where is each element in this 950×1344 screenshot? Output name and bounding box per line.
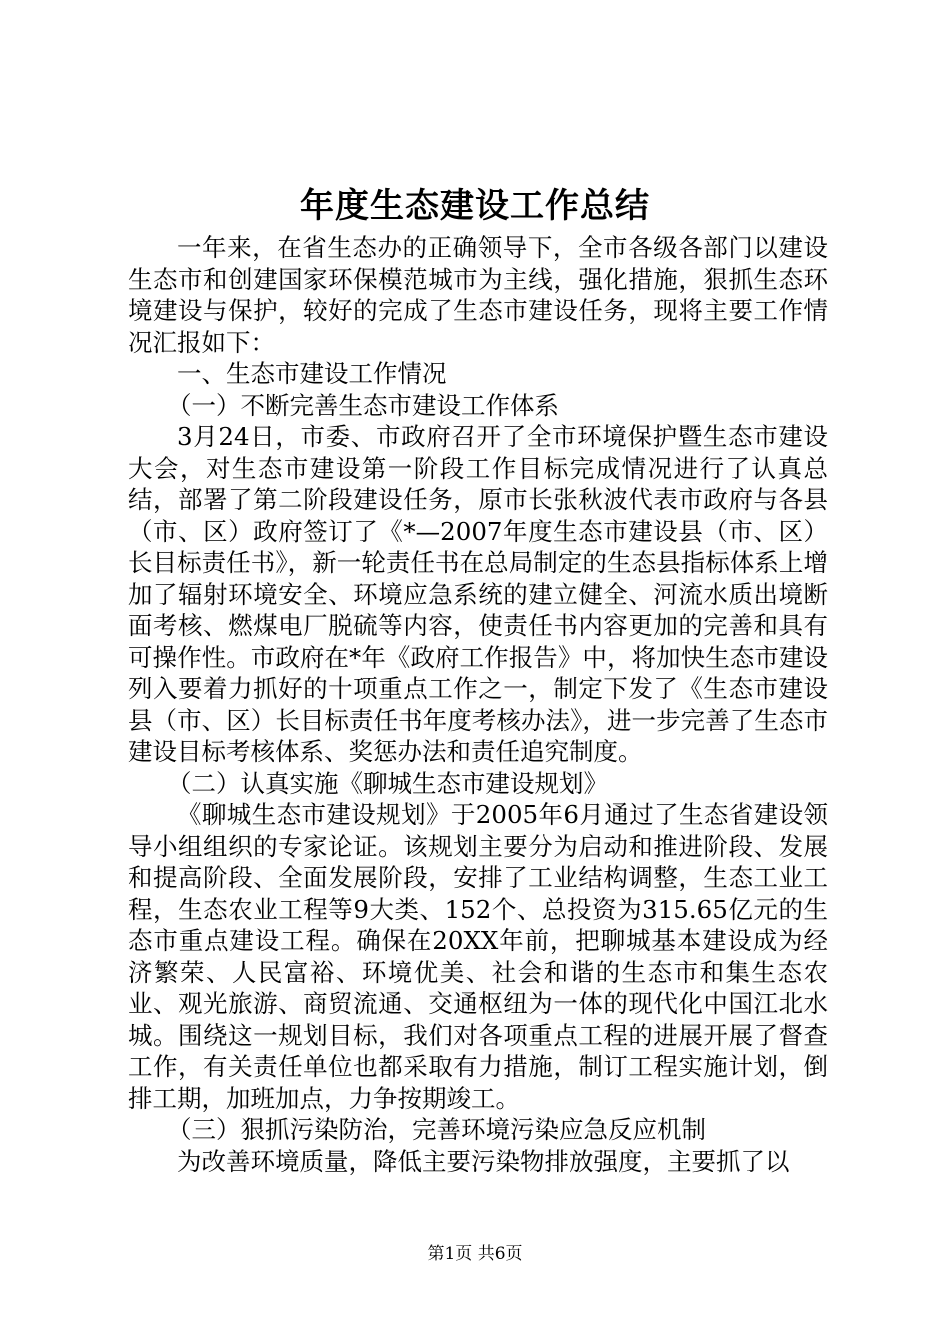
- subsection-heading: （一）不断完善生态市建设工作体系: [167, 390, 559, 420]
- body-paragraph: 《聊城生态市建设规划》于2005年6月通过了生态省建设领导小组组织的专家论证。该规划主要分为启动和推进阶段、发展和提高阶段、全面发展阶段，安排了工业结构调整，生态工业工程，生态农业工程等9大类、152个、总投资为315.65亿元的生态市重点建设工程。确保在20XX年前，把聊城基本建设成为经济繁荣、人民富裕、环境优美、社会和谐的生态市和集生态农业、观光旅游、商贸流通、交通枢纽为一体的现代化中国江北水城。围绕这一规划目标，我们对各项重点工程的进展开展了督查工作，有关责任单位也都采取有力措施，制订工程实施计划，倒排工期，加班加点，力争按期竣工。: [128, 800, 828, 1113]
- subsection-heading: （三）狠抓污染防治，完善环境污染应急反应机制: [167, 1115, 706, 1144]
- body-paragraph: 3月24日，市委、市政府召开了全市环境保护暨生态市建设大会，对生态市建设第一阶段工作目标完成情况进行了认真总结，部署了第二阶段建设任务，原市长张秋波代表市政府与各县（市、区）政府签订了《*—2007年度生态市建设县（市、区）长目标责任书》，新一轮责任书在总局制定的生态县指标体系上增加了辐射环境安全、环境应急系统的建立健全、河流水质出境断面考核、燃煤电厂脱硫等内容，使责任书内容更加的完善和具有可操作性。市政府在*年《政府工作报告》中，将加快生态市建设列入要着力抓好的十项重点工作之一，制定下发了《生态市建设县（市、区）长目标责任书年度考核办法》，进一步完善了生态市建设目标考核体系、奖惩办法和责任追究制度。: [128, 422, 828, 766]
- section-heading: 一、生态市建设工作情况: [177, 359, 447, 388]
- page-footer: 第1页 共6页: [427, 1244, 523, 1264]
- subsection-heading: （二）认真实施《聊城生态市建设规划》: [167, 768, 608, 798]
- page-title: 年度生态建设工作总结: [300, 186, 650, 226]
- document-body: [128, 232, 828, 1177]
- body-paragraph: 为改善环境质量，降低主要污染物排放强度，主要抓了以: [177, 1146, 790, 1176]
- intro-paragraph: 一年来，在省生态办的正确领导下，全市各级各部门以建设生态市和创建国家环保模范城市为主线，强化措施，狠抓生态环境建设与保护，较好的完成了生态市建设任务，现将主要工作情况汇报如下：: [128, 233, 828, 357]
